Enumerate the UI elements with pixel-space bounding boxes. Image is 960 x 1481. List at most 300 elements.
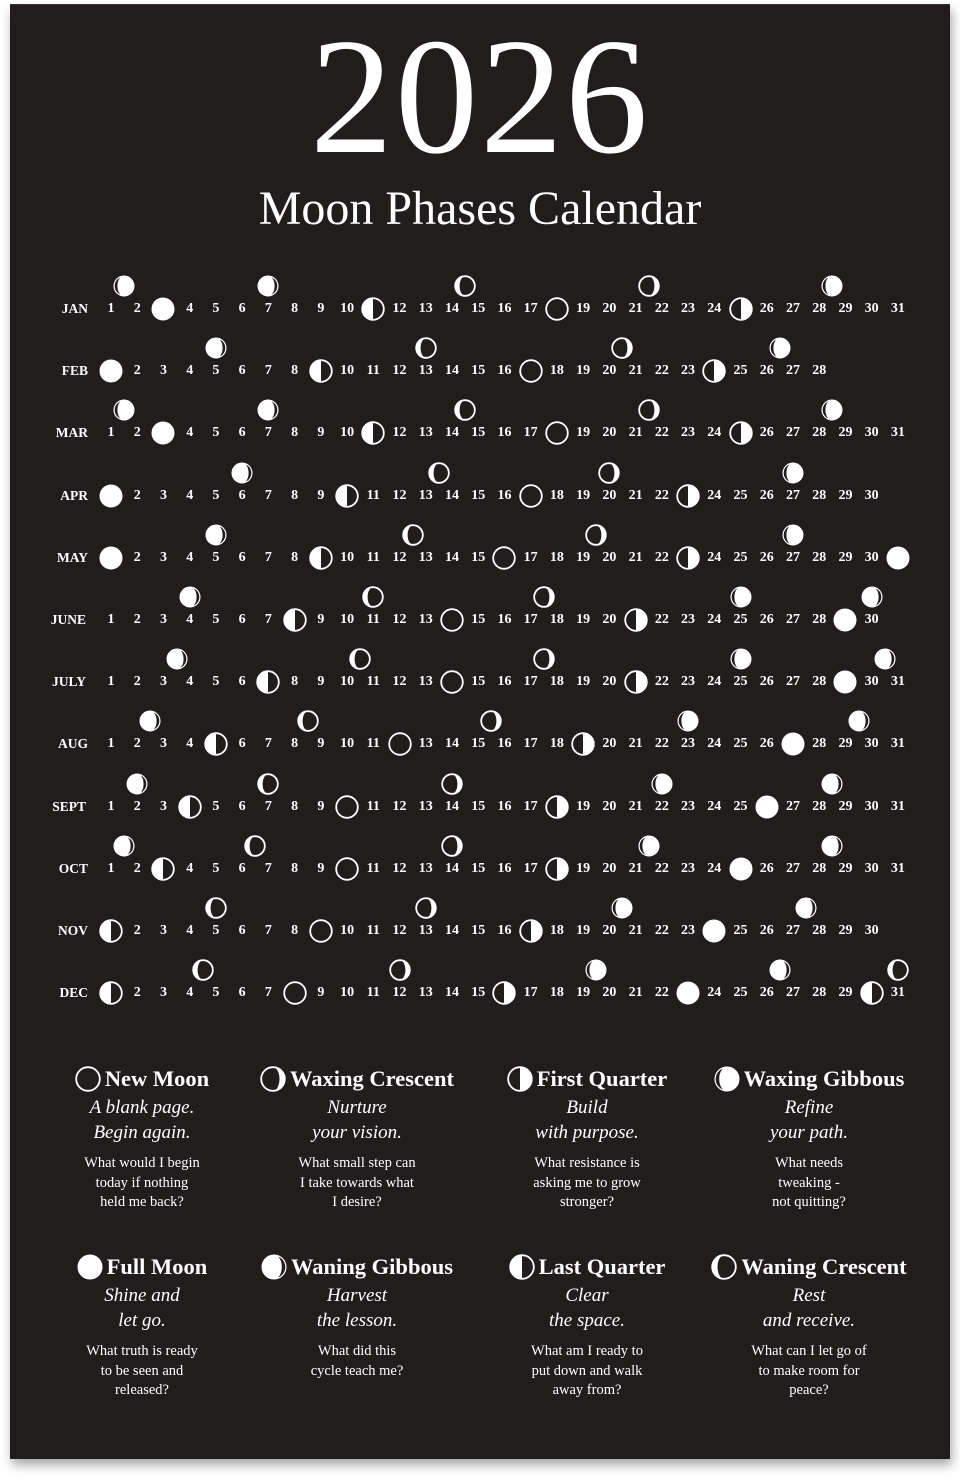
day-number: 17 <box>523 612 538 627</box>
day-number: 2 <box>133 860 141 876</box>
day-number: 9 <box>317 674 325 690</box>
day-number: 28 <box>812 363 827 379</box>
legend-heading <box>472 1065 702 1093</box>
day-number: 15 <box>471 736 486 752</box>
first-quarter-icon <box>676 546 700 570</box>
day-number: 4 <box>186 363 194 379</box>
month-label: NOV <box>58 923 88 938</box>
day-number: 18 <box>549 923 564 938</box>
month-row-june <box>10 610 950 670</box>
waning-gibbous-icon <box>126 773 148 795</box>
waxing-gibbous-icon <box>585 959 607 981</box>
day-number: 15 <box>471 985 486 1001</box>
day-number: 14 <box>444 301 459 316</box>
day-number: 12 <box>392 363 407 379</box>
day-number: 18 <box>549 612 564 627</box>
legend-motto <box>242 1095 472 1145</box>
day-number: 22 <box>654 985 669 1001</box>
day-number: 5 <box>212 860 220 876</box>
last-quarter-icon <box>335 484 359 508</box>
day-number: 6 <box>238 923 246 938</box>
full-moon-icon <box>702 919 726 943</box>
day-number: 24 <box>707 612 722 627</box>
legend-item-waning-gibbous <box>242 1253 472 1381</box>
new-moon-icon <box>283 981 307 1005</box>
day-number: 4 <box>186 549 194 565</box>
waning-gibbous-icon <box>231 462 253 484</box>
legend-item-last-quarter <box>472 1253 702 1401</box>
day-number: 12 <box>392 798 407 814</box>
month-label: AUG <box>58 736 88 752</box>
day-number: 20 <box>602 425 617 441</box>
day-number: 6 <box>238 425 246 441</box>
first-quarter-icon <box>729 297 753 321</box>
day-number: 8 <box>291 860 299 876</box>
question-line: What resistance is <box>534 1155 640 1171</box>
day-number: 5 <box>212 487 220 503</box>
day-number: 26 <box>759 985 774 1001</box>
day-number: 7 <box>264 612 272 627</box>
day-number: 4 <box>186 301 194 316</box>
waning-gibbous-icon <box>769 959 791 981</box>
first-quarter-icon <box>702 359 726 383</box>
motto-line: A blank page. <box>89 1097 195 1118</box>
day-number: 6 <box>238 860 246 876</box>
day-number: 1 <box>107 612 115 627</box>
day-number: 25 <box>733 549 748 565</box>
waning-gibbous-icon <box>179 586 201 608</box>
legend-heading <box>694 1065 924 1093</box>
day-number: 13 <box>418 674 433 690</box>
legend-heading <box>242 1253 472 1281</box>
day-number: 28 <box>812 612 827 627</box>
day-number: 21 <box>628 301 643 316</box>
day-number: 12 <box>392 860 407 876</box>
new-moon-icon <box>519 359 543 383</box>
day-number: 8 <box>291 549 299 565</box>
day-number: 12 <box>392 612 407 627</box>
day-number: 2 <box>133 612 141 627</box>
day-number: 31 <box>890 736 905 752</box>
full-moon-icon <box>99 546 123 570</box>
legend-motto <box>694 1095 924 1145</box>
day-number: 20 <box>602 736 617 752</box>
day-number: 22 <box>654 363 669 379</box>
day-number: 25 <box>733 674 748 690</box>
day-number: 6 <box>238 674 246 690</box>
new-moon-icon <box>492 546 516 570</box>
day-number: 13 <box>418 363 433 379</box>
day-number: 27 <box>785 549 800 565</box>
waxing-gibbous-icon <box>638 835 660 857</box>
legend-title: Waxing Crescent <box>290 1066 454 1091</box>
legend-motto <box>694 1283 924 1333</box>
day-number: 12 <box>392 301 407 316</box>
day-number: 17 <box>523 736 538 752</box>
day-number: 3 <box>159 674 167 690</box>
waning-gibbous-icon <box>261 1254 287 1280</box>
day-number: 10 <box>340 363 355 379</box>
first-quarter-icon <box>545 857 569 881</box>
new-moon-icon <box>440 608 464 632</box>
day-number: 13 <box>418 301 433 316</box>
day-number: 15 <box>471 425 486 441</box>
day-number: 29 <box>838 301 853 316</box>
month-row-sept <box>10 797 950 857</box>
question-line: put down and walk <box>531 1362 643 1379</box>
day-number: 29 <box>838 736 853 752</box>
waning-crescent-icon <box>192 959 214 981</box>
day-number: 29 <box>838 923 853 938</box>
day-number: 4 <box>186 612 194 627</box>
last-quarter-icon <box>309 546 333 570</box>
legend-question <box>242 1342 472 1381</box>
day-number: 21 <box>628 425 643 441</box>
legend-question <box>27 1154 257 1213</box>
motto-line: let go. <box>118 1310 166 1331</box>
first-quarter-icon <box>624 608 648 632</box>
day-number: 28 <box>812 425 827 441</box>
question-line: asking me to grow <box>533 1174 641 1191</box>
day-number: 12 <box>392 425 407 441</box>
day-number: 16 <box>497 612 512 627</box>
year-title: 2026 <box>310 4 650 188</box>
question-line: What am I ready to <box>531 1343 643 1359</box>
day-number: 2 <box>133 985 141 1001</box>
waning-gibbous-icon <box>821 773 843 795</box>
day-number: 20 <box>602 985 617 1001</box>
day-number: 24 <box>707 798 722 814</box>
day-number: 30 <box>864 487 879 503</box>
legend-title: First Quarter <box>536 1066 668 1091</box>
waning-gibbous-icon <box>861 586 883 608</box>
day-number: 5 <box>212 798 220 814</box>
full-moon-icon <box>833 670 857 694</box>
day-number: 27 <box>785 363 800 379</box>
day-number: 29 <box>838 985 853 1001</box>
day-number: 7 <box>264 425 272 441</box>
month-row-apr <box>10 486 950 546</box>
last-quarter-icon <box>860 981 884 1005</box>
day-number: 9 <box>317 985 325 1001</box>
legend-title: Last Quarter <box>538 1254 666 1279</box>
new-moon-icon <box>75 1066 101 1092</box>
motto-line: Begin again. <box>93 1122 191 1143</box>
day-number: 11 <box>366 487 380 503</box>
day-number: 31 <box>890 301 905 316</box>
day-number: 21 <box>628 736 643 752</box>
new-moon-icon <box>440 670 464 694</box>
day-number: 21 <box>628 549 643 565</box>
day-number: 3 <box>159 985 167 1001</box>
day-number: 15 <box>471 923 486 938</box>
full-moon-icon <box>77 1254 103 1280</box>
legend-title: New Moon <box>104 1066 210 1091</box>
day-number: 18 <box>549 363 564 379</box>
day-number: 5 <box>212 363 220 379</box>
waxing-crescent-icon <box>598 462 620 484</box>
legend-question <box>694 1342 924 1401</box>
waning-gibbous-icon <box>874 648 896 670</box>
day-number: 31 <box>890 985 905 1001</box>
motto-line: and receive. <box>762 1310 856 1331</box>
day-number: 31 <box>890 798 905 814</box>
legend-item-waning-crescent <box>694 1253 924 1401</box>
question-line: What did this <box>317 1343 397 1359</box>
waning-gibbous-icon <box>166 648 188 670</box>
day-number: 11 <box>366 674 380 690</box>
waning-crescent-icon <box>402 524 424 546</box>
day-number: 18 <box>549 549 564 565</box>
day-number: 15 <box>471 674 486 690</box>
first-quarter-icon <box>519 919 543 943</box>
day-number: 28 <box>812 487 827 503</box>
waning-crescent-icon <box>297 710 319 732</box>
waning-crescent-icon <box>711 1254 737 1280</box>
day-number: 6 <box>238 487 246 503</box>
month-label: JAN <box>61 301 88 316</box>
waxing-gibbous-icon <box>769 337 791 359</box>
day-number: 13 <box>418 985 433 1001</box>
day-number: 30 <box>864 798 879 814</box>
question-line: to make room for <box>758 1362 860 1379</box>
legend-question <box>27 1342 257 1401</box>
waning-crescent-icon <box>428 462 450 484</box>
day-number: 9 <box>317 425 325 441</box>
day-number: 20 <box>602 612 617 627</box>
day-number: 1 <box>107 674 115 690</box>
day-number: 4 <box>186 674 194 690</box>
full-moon-icon <box>781 732 805 756</box>
last-quarter-icon <box>361 297 385 321</box>
question-line: peace? <box>789 1382 829 1398</box>
day-number: 14 <box>444 549 459 565</box>
day-number: 26 <box>759 487 774 503</box>
day-number: 30 <box>864 674 879 690</box>
waxing-crescent-icon <box>533 586 555 608</box>
day-number: 16 <box>497 798 512 814</box>
waning-crescent-icon <box>362 586 384 608</box>
day-number: 2 <box>133 301 141 316</box>
day-number: 30 <box>864 860 879 876</box>
waning-gibbous-icon <box>795 897 817 919</box>
day-number: 16 <box>497 363 512 379</box>
first-quarter-icon <box>545 795 569 819</box>
day-number: 6 <box>238 301 246 316</box>
day-number: 29 <box>838 549 853 565</box>
day-number: 26 <box>759 301 774 316</box>
day-number: 16 <box>497 923 512 938</box>
last-quarter-icon <box>256 670 280 694</box>
day-number: 20 <box>602 549 617 565</box>
day-number: 25 <box>733 985 748 1001</box>
last-quarter-icon <box>151 857 175 881</box>
day-number: 12 <box>392 923 407 938</box>
day-number: 8 <box>291 425 299 441</box>
day-number: 10 <box>340 425 355 441</box>
day-number: 17 <box>523 549 538 565</box>
day-number: 27 <box>785 985 800 1001</box>
day-number: 24 <box>707 860 722 876</box>
day-number: 14 <box>444 923 459 938</box>
day-number: 5 <box>212 674 220 690</box>
question-line: What truth is ready <box>86 1343 198 1359</box>
question-line: What would I begin <box>84 1155 200 1171</box>
first-quarter-icon <box>492 981 516 1005</box>
day-number: 19 <box>576 798 591 814</box>
day-number: 7 <box>264 985 272 1001</box>
day-number: 1 <box>107 860 115 876</box>
question-line: held me back? <box>100 1194 184 1210</box>
day-number: 3 <box>159 487 167 503</box>
waxing-crescent-icon <box>441 773 463 795</box>
question-line: stronger? <box>560 1194 614 1210</box>
day-number: 10 <box>340 549 355 565</box>
waxing-gibbous-icon <box>113 399 135 421</box>
day-number: 22 <box>654 923 669 938</box>
month-label: OCT <box>58 860 88 876</box>
day-number: 10 <box>340 923 355 938</box>
waxing-gibbous-icon <box>730 648 752 670</box>
new-moon-icon <box>545 297 569 321</box>
day-number: 8 <box>291 736 299 752</box>
day-number: 25 <box>733 923 748 938</box>
waning-crescent-icon <box>205 897 227 919</box>
motto-line: the space. <box>549 1310 625 1331</box>
day-number: 20 <box>602 860 617 876</box>
day-number: 25 <box>733 612 748 627</box>
legend-item-waxing-gibbous <box>694 1065 924 1213</box>
day-number: 11 <box>366 860 380 876</box>
day-number: 25 <box>733 736 748 752</box>
day-number: 17 <box>523 425 538 441</box>
waning-gibbous-icon <box>205 337 227 359</box>
question-line: What needs <box>774 1155 844 1171</box>
day-number: 13 <box>418 612 433 627</box>
day-number: 27 <box>785 860 800 876</box>
question-line: away from? <box>552 1382 622 1398</box>
day-number: 19 <box>576 923 591 938</box>
waxing-gibbous-icon <box>782 524 804 546</box>
day-number: 17 <box>523 985 538 1001</box>
day-number: 18 <box>549 736 564 752</box>
waxing-gibbous-icon <box>714 1066 740 1092</box>
day-number: 9 <box>317 301 325 316</box>
day-number: 22 <box>654 301 669 316</box>
day-number: 3 <box>159 363 167 379</box>
day-number: 29 <box>838 487 853 503</box>
day-number: 10 <box>340 736 355 752</box>
day-number: 11 <box>366 798 380 814</box>
day-number: 27 <box>785 612 800 627</box>
full-moon-icon <box>151 421 175 445</box>
waxing-crescent-icon <box>638 399 660 421</box>
day-number: 27 <box>785 798 800 814</box>
full-moon-icon <box>729 857 753 881</box>
day-number: 25 <box>733 363 748 379</box>
day-number: 7 <box>264 860 272 876</box>
legend-heading <box>694 1253 924 1281</box>
last-quarter-icon <box>361 421 385 445</box>
waning-crescent-icon <box>454 275 476 297</box>
day-number: 16 <box>497 487 512 503</box>
day-number: 30 <box>864 612 879 627</box>
day-number: 23 <box>681 301 696 316</box>
day-number: 13 <box>418 736 433 752</box>
day-number: 15 <box>471 612 486 627</box>
day-number: 23 <box>681 425 696 441</box>
day-number: 19 <box>576 860 591 876</box>
day-number: 5 <box>212 549 220 565</box>
legend-item-full <box>27 1253 257 1401</box>
day-number: 4 <box>186 425 194 441</box>
full-moon-icon <box>755 795 779 819</box>
day-number: 25 <box>733 798 748 814</box>
day-number: 30 <box>864 736 879 752</box>
day-number: 2 <box>133 549 141 565</box>
day-number: 19 <box>576 425 591 441</box>
day-number: 27 <box>785 425 800 441</box>
motto-line: Shine and <box>104 1285 180 1306</box>
day-number: 22 <box>654 549 669 565</box>
new-moon-icon <box>545 421 569 445</box>
waxing-crescent-icon <box>389 959 411 981</box>
day-number: 6 <box>238 736 246 752</box>
day-number: 8 <box>291 923 299 938</box>
day-number: 6 <box>238 985 246 1001</box>
day-number: 7 <box>264 363 272 379</box>
last-quarter-icon <box>204 732 228 756</box>
motto-line: Harvest <box>326 1285 388 1306</box>
motto-line: with purpose. <box>535 1122 639 1143</box>
day-number: 9 <box>317 736 325 752</box>
day-number: 6 <box>238 798 246 814</box>
legend-motto <box>472 1283 702 1333</box>
day-number: 14 <box>444 487 459 503</box>
waxing-crescent-icon <box>480 710 502 732</box>
day-number: 14 <box>444 985 459 1001</box>
day-number: 27 <box>785 674 800 690</box>
month-row-dec <box>10 983 950 1043</box>
day-number: 18 <box>549 674 564 690</box>
day-number: 3 <box>159 612 167 627</box>
day-number: 28 <box>812 985 827 1001</box>
day-number: 24 <box>707 549 722 565</box>
day-number: 8 <box>291 798 299 814</box>
new-moon-icon <box>335 795 359 819</box>
day-number: 19 <box>576 674 591 690</box>
day-number: 21 <box>628 985 643 1001</box>
question-line: to be seen and <box>100 1362 184 1379</box>
month-label: MAY <box>56 549 88 565</box>
question-line: today if nothing <box>95 1174 189 1191</box>
day-number: 3 <box>159 549 167 565</box>
waxing-gibbous-icon <box>730 586 752 608</box>
day-number: 22 <box>654 612 669 627</box>
question-line: What can I let go of <box>751 1343 867 1359</box>
day-number: 13 <box>418 487 433 503</box>
day-number: 7 <box>264 301 272 316</box>
legend-motto <box>242 1283 472 1333</box>
day-number: 2 <box>133 425 141 441</box>
question-line: not quitting? <box>772 1194 846 1210</box>
month-label: JUNE <box>50 612 86 627</box>
day-number: 26 <box>759 363 774 379</box>
day-number: 9 <box>317 487 325 503</box>
day-number: 15 <box>471 860 486 876</box>
day-number: 26 <box>759 736 774 752</box>
question-line: I desire? <box>332 1194 382 1210</box>
